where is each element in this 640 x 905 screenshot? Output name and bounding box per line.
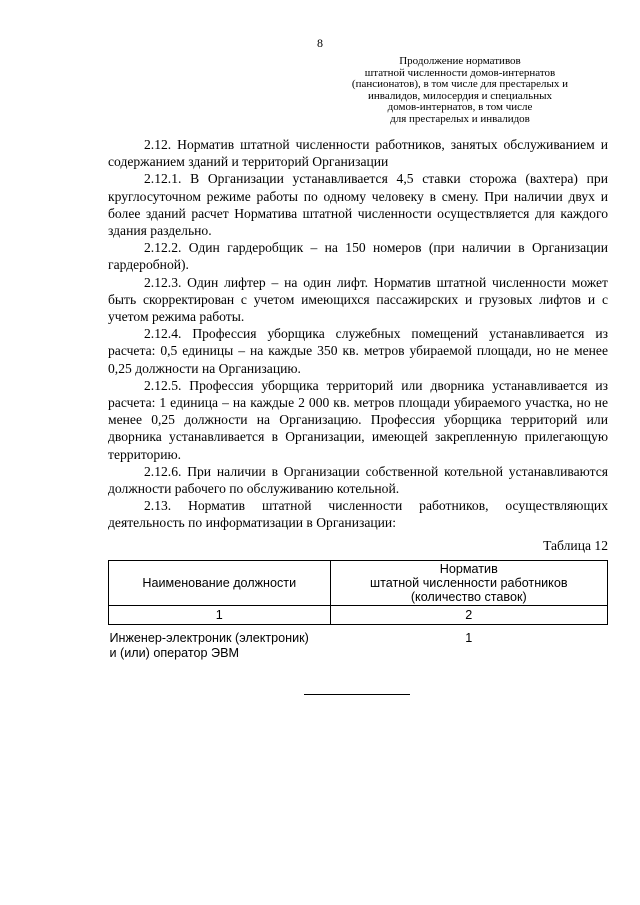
footer-divider [304, 694, 410, 695]
document-body [108, 136, 608, 532]
running-header [318, 56, 602, 125]
header-norm-line: штатной численности работников [370, 576, 568, 590]
paragraph-2-12: 2.12. Норматив штатной численности работников, занятых обслуживанием и содержанием зданий и территорий Организации [108, 137, 608, 170]
position-name-cell [109, 625, 331, 663]
staffing-value-cell: 1 [465, 631, 473, 645]
column-number-row [109, 606, 608, 625]
position-name-line: и (или) оператор ЭВМ [109, 646, 239, 660]
paragraph-2-12-5: 2.12.5. Профессия уборщика территорий или дворника устанавливается из расчета: 1 единица – на каждые 2 000 кв. метров площади убираемого участка, но не менее 0,25 должности на Организацию. Профессия уборщика территорий или дворника устанавливается в Организации, имеющей закрепленную прилегающую территорию. [108, 377, 608, 462]
table-row [109, 625, 608, 663]
running-header-line: инвалидов, милосердия и специальных [368, 89, 552, 102]
paragraph-2-12-1: 2.12.1. В Организации устанавливается 4,5 ставки сторожа (вахтера) при круглосуточном режиме работы по одному человеку в смену. При наличии двух и более зданий расчет Норматива штатной численности осуществляется для каждого здания раздельно. [108, 171, 608, 239]
table-header-row [109, 561, 608, 606]
page-number: 8 [317, 36, 323, 50]
paragraph-2-12-3: 2.12.3. Один лифтер – на один лифт. Норматив штатной численности может быть скорректирован с учетом имеющихся пассажирских и грузовых лифтов и с учетом режима работы. [108, 274, 608, 325]
running-header-line: (пансионатов), в том числе для престарелых и [351, 78, 569, 90]
paragraph-2-12-6: 2.12.6. При наличии в Организации собственной котельной устанавливаются должности рабочего по обслуживанию котельной. [108, 463, 608, 497]
running-header-line: для престарелых и инвалидов [390, 112, 530, 125]
running-header-line: Продолжение нормативов [399, 55, 521, 67]
column-number: 1 [109, 606, 331, 625]
header-position-name: Наименование должности [109, 561, 331, 606]
running-header-line: домов-интернатов, в том числе [387, 101, 533, 113]
header-norm-line: Норматив [439, 562, 498, 576]
position-name-line: Инженер-электроник (электроник) [109, 631, 309, 645]
paragraph-2-13: 2.13. Норматив штатной численности работников, осуществляющих деятельность по информатизации в Организации: [108, 498, 608, 531]
paragraph-2-12-2: 2.12.2. Один гардеробщик – на 150 номеров (при наличии в Организации гардеробной). [108, 240, 608, 273]
header-norm-line: (количество ставок) [410, 590, 527, 604]
running-header-line: штатной численности домов-интернатов [364, 66, 556, 79]
header-staffing-norm [330, 561, 607, 606]
staffing-norm-table [108, 560, 608, 662]
table-caption: Таблица 12 [543, 538, 608, 553]
paragraph-2-12-4: 2.12.4. Профессия уборщика служебных помещений устанавливается из расчета: 0,5 единицы – на каждые 350 кв. метров убираемой площади, но не менее 0,25 должности на Организацию. [108, 326, 608, 376]
column-number: 2 [330, 606, 607, 625]
